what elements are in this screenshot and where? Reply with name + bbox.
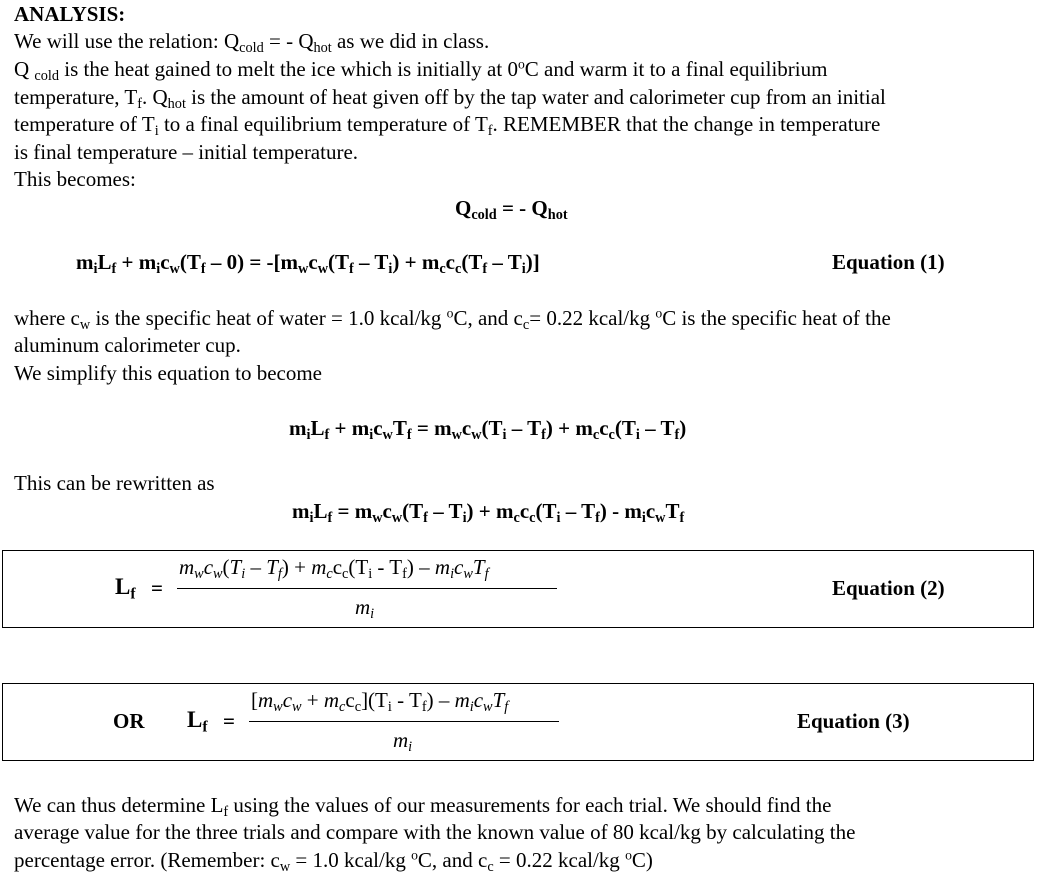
paragraph-line: This becomes: [14, 167, 136, 191]
paragraph-line: percentage error. (Remember: $c_w = 1.0$ kcal/kg $^o$C, and $c_c = 0.22$ kcal/kg $^o$C) [14, 847, 653, 875]
equation-subscript: f [200, 260, 206, 277]
paragraph-line: This can be rewritten as [14, 471, 215, 495]
equation-3-label: Equation (3) [797, 709, 910, 733]
equation-subscript: c [513, 509, 520, 526]
equation-term: c [160, 250, 170, 274]
equation-subscript: f [111, 260, 117, 277]
equation-subscript: c [608, 426, 615, 443]
paragraph-line: is final temperature – initial temperature. [14, 140, 359, 164]
equation-term: L [97, 250, 112, 274]
simplified-equation [289, 414, 686, 442]
equation-term: (T [614, 416, 636, 440]
equation-subscript: w [317, 260, 328, 277]
paragraph-line: Q $_{cold}$ is the heat gained to melt the ice which is initially at 0$^o$C and warm it to a final equilibrium [14, 56, 828, 84]
equation-subscript: w [169, 260, 180, 277]
equation-3-denominator: $m_i$ [393, 728, 413, 755]
equation-1 [76, 248, 540, 276]
equation-term: )] [525, 250, 540, 274]
paragraph-line: aluminum calorimeter cup. [14, 333, 241, 357]
equation-3-or: OR [113, 709, 145, 733]
paragraph-line: temperature, $T_f$. $Q_{hot}$ is the amount of heat given off by the tap water and calorimeter cup from an initial [14, 85, 886, 112]
equation-term: m [76, 250, 94, 274]
equation-term: T [665, 499, 680, 523]
equation-subscript: f [406, 426, 412, 443]
equation-3-equals: = [223, 709, 235, 733]
equation-2-equals: = [151, 576, 163, 600]
equation-subscript: w [655, 509, 666, 526]
equation-subscript: f [595, 509, 600, 526]
equation-subscript: w [298, 260, 309, 277]
equation-subscript: i [93, 260, 98, 277]
equation-subscript: i [369, 426, 374, 443]
equation-subscript: i [521, 260, 526, 277]
equation-1-label: Equation (1) [832, 250, 945, 274]
equation-term: + m [329, 416, 370, 440]
equation-term: L [313, 499, 328, 523]
equation-term: – T [353, 250, 389, 274]
equation-subscript: f [482, 260, 488, 277]
equation-3-box [2, 683, 1034, 761]
paragraph-line: We can thus determine $L_f$ using the values of our measurements for each trial. We should find the [14, 793, 832, 820]
equation-subscript: i [388, 260, 393, 277]
equation-subscript: i [156, 260, 161, 277]
equation-subscript: f [674, 426, 680, 443]
equation-term: L [310, 416, 325, 440]
equation-2-fraction-bar [177, 588, 557, 589]
equation-subscript: w [372, 509, 383, 526]
equation-term: – T [487, 250, 522, 274]
equation-term: c [445, 250, 455, 274]
equation-subscript: w [451, 426, 462, 443]
equation-term: c [599, 416, 609, 440]
equation-2-numerator: $m_wc_w(T_i - T_f) + m_cc_c(T_i - T_f) - m_ic_wT_f$ [179, 555, 489, 582]
rewritten-equation [292, 497, 684, 525]
equation-term: c [461, 416, 472, 440]
equation-subscript: w [382, 426, 393, 443]
equation-subscript: i [309, 509, 314, 526]
equation-term: ) + m [545, 416, 593, 440]
equation-term: c [645, 499, 656, 523]
equation-term: T [392, 416, 407, 440]
equation-term: – 0) = -[m [205, 250, 299, 274]
equation-subscript: f [541, 426, 546, 443]
equation-subscript: f [349, 260, 354, 277]
equation-subscript: c [592, 426, 600, 443]
equation-subscript: f [324, 426, 330, 443]
equation-term: (T [481, 416, 503, 440]
equation-subscript: c [439, 260, 446, 277]
equation-term: – T [427, 499, 463, 523]
equation-term: – T [560, 499, 596, 523]
paragraph-line: average value for the three trials and compare with the known value of 80 kcal/kg by calculating the [14, 820, 856, 844]
equation-subscript: i [502, 426, 507, 443]
equation-subscript: w [471, 426, 482, 443]
equation-term: c [308, 250, 318, 274]
equation-subscript: i [556, 509, 561, 526]
equation-3-numerator: $[m_wc_w + m_cc_c](T_i - T_f) - m_ic_wT_f$ [251, 688, 509, 715]
equation-term: (T [179, 250, 201, 274]
equation-term: – T [639, 416, 675, 440]
equation-2-lhs: $L_f$ [115, 574, 136, 603]
equation-term: m [289, 416, 307, 440]
equation-3-lhs: $L_f$ [187, 707, 208, 736]
equation-subscript: i [306, 426, 311, 443]
section-heading: ANALYSIS: [14, 2, 126, 26]
equation-term: ) + m [466, 499, 514, 523]
equation-term: ) - m [599, 499, 642, 523]
equation-subscript: w [391, 509, 403, 526]
equation-term: c [373, 416, 383, 440]
equation-subscript: c [455, 260, 462, 277]
equation-term: = m [411, 416, 452, 440]
paragraph-line: temperature of $T_i$ to a final equilibrium temperature of $T_f$. REMEMBER that the change in temperature [14, 112, 881, 139]
paragraph-line: where $c_w$ is the specific heat of water = 1.0 kcal/kg $^o$C, and $c_c= 0.22$ kcal/kg $^o$C is the specific heat of the [14, 305, 891, 333]
equation-term: (T [535, 499, 557, 523]
equation-3-fraction-bar [249, 721, 559, 722]
equation-2-denominator: $m_i$ [355, 595, 375, 622]
equation-term: ) [679, 416, 687, 440]
equation-subscript: f [679, 509, 685, 526]
equation-term: (T [328, 250, 349, 274]
equation-subscript: i [641, 509, 646, 526]
equation-subscript: f [327, 509, 333, 526]
equation-term: – T [506, 416, 542, 440]
equation-term: (T [461, 250, 483, 274]
equation-subscript: c [529, 509, 536, 526]
equation-term: c [519, 499, 530, 523]
equation-term: ) + m [392, 250, 440, 274]
equation-term: (T [402, 499, 424, 523]
equation-2-box [2, 550, 1034, 628]
paragraph-line: We simplify this equation to become [14, 361, 322, 385]
equation-term: = m [332, 499, 373, 523]
equation-subscript: f [423, 509, 428, 526]
relation-line: We will use the relation: $Q_{cold}$ = - $Q_{hot}$ as we did in class. [14, 29, 490, 56]
equation-term: + m [116, 250, 157, 274]
equation-subscript: i [635, 426, 640, 443]
relation-equation: $Q_{cold}$ = - $Q_{hot}$ [455, 196, 568, 223]
equation-term: m [292, 499, 310, 523]
equation-2-label: Equation (2) [832, 576, 945, 600]
equation-term: c [382, 499, 392, 523]
equation-subscript: i [462, 509, 467, 526]
